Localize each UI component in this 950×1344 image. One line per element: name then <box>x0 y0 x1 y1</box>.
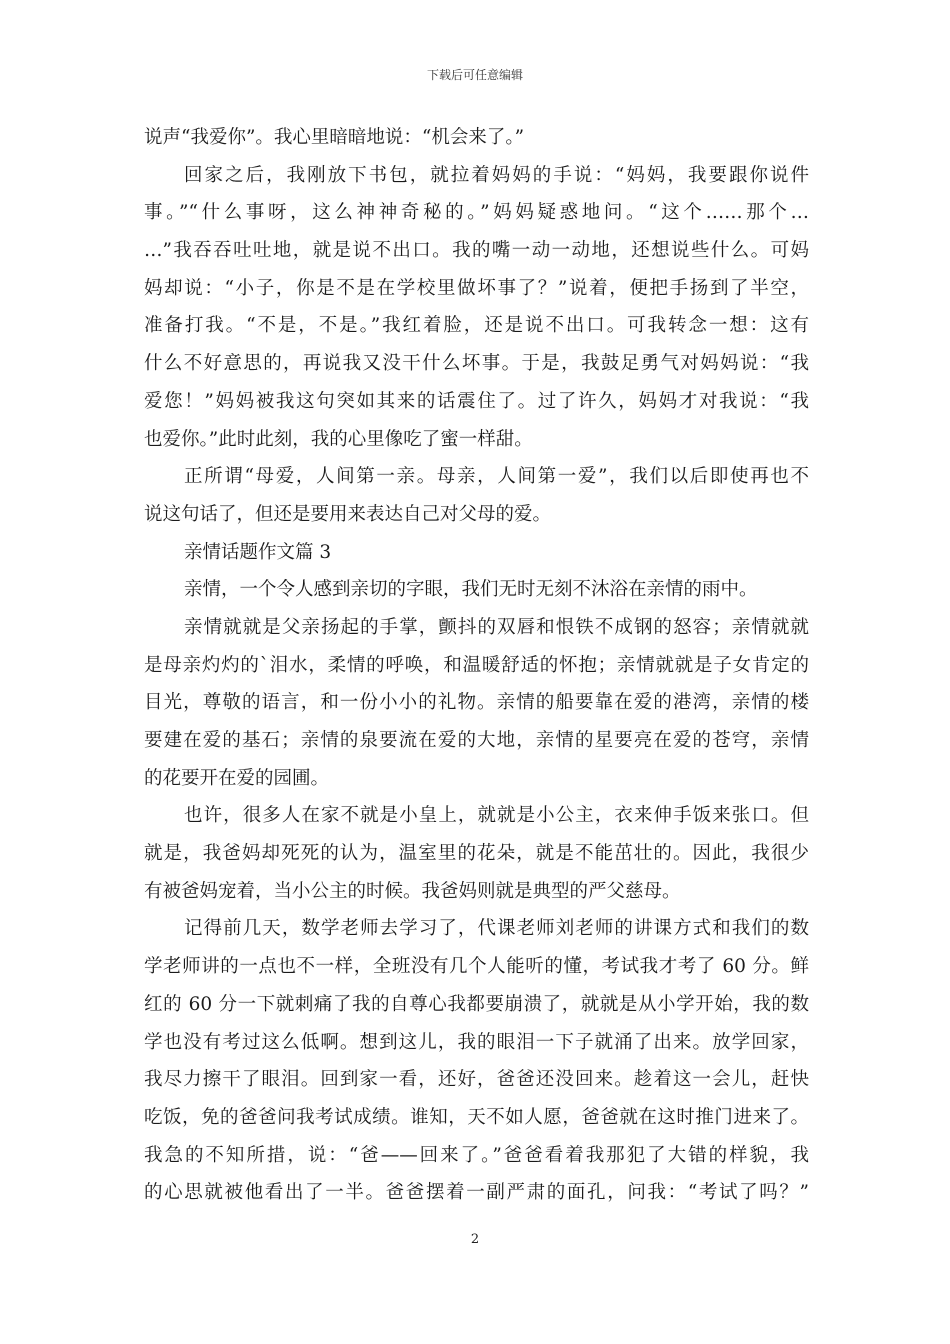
text-line: 亲情，一个令人感到亲切的字眼，我们无时无刻不沐浴在亲情的雨中。 <box>184 579 758 601</box>
text-line: 亲情就就是父亲扬起的手掌，颤抖的双唇和恨铁不成钢的怒容；亲情就就 <box>184 616 809 638</box>
text-line: 亲情话题作文篇 3 <box>184 541 332 563</box>
text-line: 回家之后，我刚放下书包，就拉着妈妈的手说：“妈妈，我要跟你说件 <box>184 164 809 186</box>
text-line: 是母亲灼灼的`泪水，柔情的呼唤，和温暖舒适的怀抱；亲情就就是子女肯定的 <box>144 654 809 676</box>
text-line: 正所谓“母爱，人间第一亲。母亲，人间第一爱”，我们以后即使再也不 <box>184 466 809 488</box>
text-line: 也爱你。”此时此刻，我的心里像吃了蜜一样甜。 <box>144 428 533 450</box>
page-header: 下载后可任意编辑 <box>426 68 523 82</box>
text-line: 的心思就被他看出了一半。爸爸摆着一副严肃的面孔，问我：“考试了吗？” <box>144 1182 809 1204</box>
text-line: 学老师讲的一点也不一样，全班没有几个人能听的懂，考试我才考了 60 分。鲜 <box>144 956 809 978</box>
text-line: 目光，尊敬的语言，和一份小小的礼物。亲情的船要靠在爱的港湾，亲情的楼 <box>144 692 809 714</box>
document-body <box>144 119 809 1212</box>
text-line: 要建在爱的基石；亲情的泉要流在爱的大地，亲情的星要亮在爱的苍穹，亲情 <box>144 730 809 751</box>
text-line: 我尽力擦干了眼泪。回到家一看，还好，爸爸还没回来。趁着这一会儿，赶快 <box>144 1069 809 1091</box>
text-line: 学也没有考过这么低啊。想到这儿，我的眼泪一下子就涌了出来。放学回家， <box>144 1031 809 1053</box>
text-line: 什么不好意思的，再说我又没干什么坏事。于是，我鼓足勇气对妈妈说：“我 <box>144 353 809 375</box>
text-line: 妈却说：“小子，你是不是在学校里做坏事了？”说着，便把手扬到了半空， <box>144 277 809 299</box>
text-line: …”我吞吞吐吐地，就是说不出口。我的嘴一动一动地，还想说些什么。可妈 <box>144 240 809 262</box>
text-line: 爱您！”妈妈被我这句突如其来的话震住了。过了许久，妈妈才对我说：“我 <box>144 390 809 412</box>
page-number: 2 <box>470 1232 480 1247</box>
text-line: 有被爸妈宠着，当小公主的时候。我爸妈则就是典型的严父慈母。 <box>144 880 681 902</box>
text-line: 说这句话了，但还是要用来表达自己对父母的爱。 <box>144 503 552 525</box>
text-line: 说声“我爱你”。我心里暗暗地说：“机会来了。” <box>144 127 525 148</box>
text-line: 我急的不知所措，说：“爸——回来了。”爸爸看着我那犯了大错的样貌，我 <box>144 1144 809 1166</box>
text-line: 的花要开在爱的园圃。 <box>144 767 330 789</box>
text-line: 红的 60 分一下就刺痛了我的自尊心我都要崩溃了，就就是从小学开始，我的数 <box>144 993 809 1015</box>
text-line: 吃饭，免的爸爸问我考试成绩。谁知，天不如人愿，爸爸就在这时推门进来了。 <box>144 1106 809 1128</box>
text-line: 就是，我爸妈却死死的认为，温室里的花朵，就是不能茁壮的。因此，我很少 <box>144 843 809 865</box>
text-line: 记得前几天，数学老师去学习了，代课老师刘老师的讲课方式和我们的数 <box>184 918 809 940</box>
text-line: 准备打我。“不是，不是。”我红着脸，还是说不出口。可我转念一想：这有 <box>144 315 809 337</box>
text-line: 事。”“什么事呀，这么神神奇秘的。”妈妈疑惑地问。“这个……那个… <box>144 202 809 224</box>
text-line: 也许，很多人在家不就是小皇上，就就是小公主，衣来伸手饭来张口。但 <box>184 805 809 827</box>
